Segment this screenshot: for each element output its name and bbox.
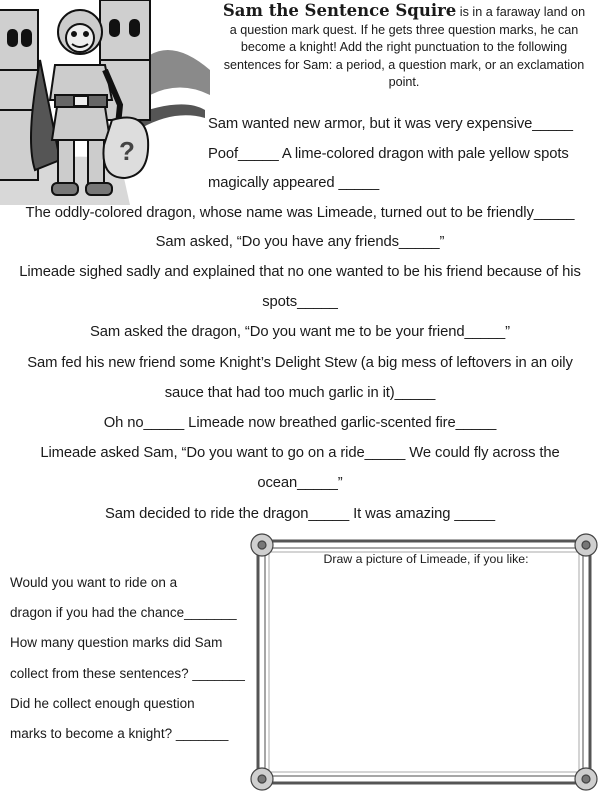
hill-shape <box>150 50 210 95</box>
sentence-1: Sam wanted new armor, but it was very expensive_____ <box>208 116 573 132</box>
sentence-7-continued: sauce that had too much garlic in it)_____ <box>164 385 436 401</box>
question-2-line-1: How many question marks did Sam <box>10 635 223 650</box>
worksheet-title: Sam the Sentence Squire <box>222 1 457 20</box>
sentence-9: Limeade asked Sam, “Do you want to go on a ride_____ We could fly across the <box>40 445 560 461</box>
intro-text: is in a faraway land on a question mark quest. If he gets three question marks, he can become a knight! Add the right punctuation to the following sentences for Sam: a period, a question mark, or an exclamation point. <box>223 5 586 89</box>
bag-question-mark: ? <box>119 136 135 166</box>
intro-paragraph <box>218 2 590 92</box>
question-2-line-2: collect from these sentences? _______ <box>10 666 245 681</box>
question-1-line-2: dragon if you had the chance_______ <box>10 605 237 620</box>
question-3-line-2: marks to become a knight? _______ <box>10 726 229 741</box>
drawing-frame[interactable] <box>248 531 600 793</box>
sentence-6: Sam asked the dragon, “Do you want me to be your friend_____” <box>90 324 510 340</box>
sentence-8: Oh no_____ Limeade now breathed garlic-scented fire_____ <box>103 415 497 431</box>
sentence-5-continued: spots_____ <box>262 294 338 310</box>
sentence-5: Limeade sighed sadly and explained that no one wanted to be his friend because of his <box>19 264 581 280</box>
drawing-caption: Draw a picture of Limeade, if you like: <box>323 552 529 566</box>
question-3-line-1: Did he collect enough question <box>10 696 195 711</box>
squire-illustration <box>0 0 210 205</box>
sentence-10: Sam decided to ride the dragon_____ It was amazing _____ <box>104 506 496 522</box>
sentence-7: Sam fed his new friend some Knight’s Delight Stew (a big mess of leftovers in an oily <box>27 355 573 371</box>
sentence-2: Poof_____ A lime-colored dragon with pale yellow spots <box>208 146 569 162</box>
question-1-line-1: Would you want to ride on a <box>10 575 178 590</box>
frame-corner-ornament <box>251 534 597 790</box>
sentence-9-continued: ocean_____” <box>257 475 343 491</box>
sentence-3: The oddly-colored dragon, whose name was Limeade, turned out to be friendly_____ <box>25 205 575 221</box>
sentence-4: Sam asked, “Do you have any friends_____” <box>155 234 445 250</box>
sentence-2-continued: magically appeared _____ <box>208 175 380 191</box>
